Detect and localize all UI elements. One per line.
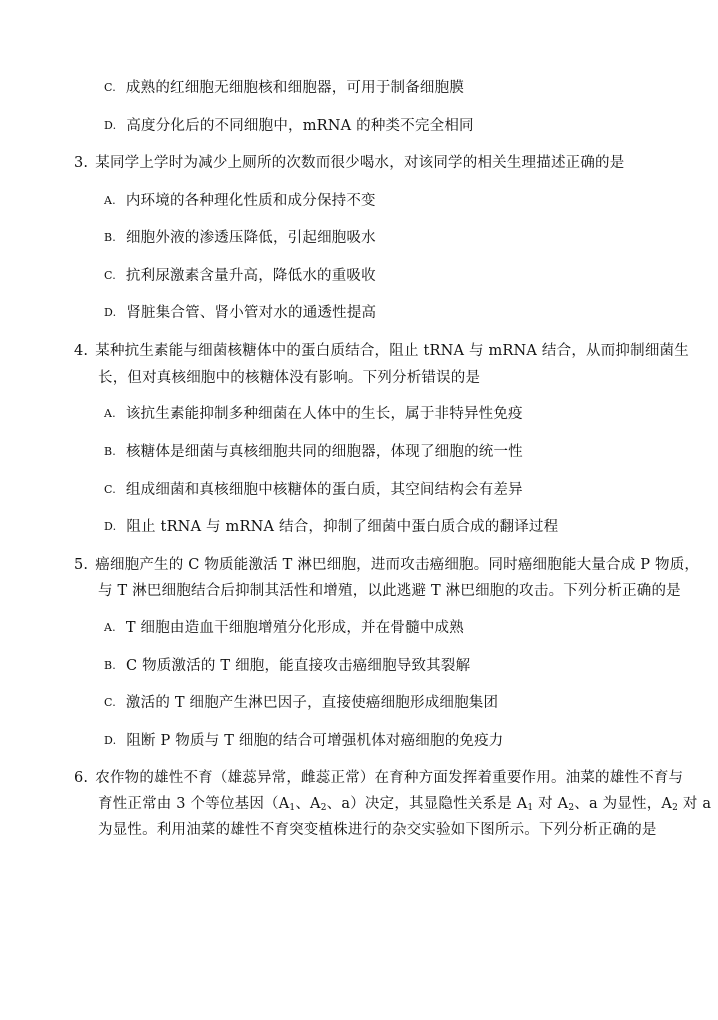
q3-option-d (104, 303, 376, 323)
q3-option-a (104, 191, 376, 211)
option-label: C. (104, 696, 116, 709)
option-label: B. (104, 231, 116, 244)
question-text: 长，但对真核细胞中的核糖体没有影响。下列分析错误的是 (98, 370, 481, 386)
question-text: 为显性。利用油菜的雄性不育突变植株进行的杂交实验如下图所示。下列分析正确的是 (98, 822, 657, 838)
option-label: A. (104, 621, 116, 634)
option-label: C. (104, 483, 116, 496)
q5-option-b (104, 656, 470, 676)
q5-stem-line-1 (74, 555, 699, 575)
q6-stem-line-1 (74, 768, 683, 788)
q4-option-c (104, 480, 523, 500)
q5-stem-line-2 (98, 581, 681, 601)
question-number: 5. (74, 557, 89, 573)
option-label: C. (104, 269, 116, 282)
question-number: 3. (74, 155, 89, 171)
question-number: 4. (74, 343, 89, 359)
q5-option-c (104, 693, 498, 713)
q5-option-d (104, 731, 504, 751)
option-text: 成熟的红细胞无细胞核和细胞器，可用于制备细胞膜 (125, 80, 465, 96)
text-segment: 对 A (533, 796, 569, 812)
question-number: 6. (74, 770, 89, 786)
subscript: 2 (672, 803, 679, 813)
option-label: C. (104, 81, 116, 94)
subscript: 1 (289, 803, 296, 813)
option-label: D. (104, 119, 117, 132)
q4-option-b (104, 442, 523, 462)
question-text: 某种抗生素能与细菌核糖体中的蛋白质结合，阻止 tRNA 与 mRNA 结合，从而抑制细菌生 (95, 343, 689, 359)
q4-stem-line-1 (74, 341, 689, 361)
question-text: 农作物的雄性不育（雄蕊异常，雌蕊正常）在育种方面发挥着重要作用。油菜的雄性不育与 (95, 770, 684, 786)
option-text: 细胞外液的渗透压降低，引起细胞吸水 (125, 230, 376, 246)
option-label: D. (104, 734, 117, 747)
option-label: A. (104, 194, 116, 207)
q6-stem-line-2 (98, 794, 711, 818)
option-text: 该抗生素能抑制多种细菌在人体中的生长，属于非特异性免疫 (125, 406, 523, 422)
q6-stem-line-3 (98, 820, 657, 840)
q4-stem-line-2 (98, 368, 480, 388)
option-text: 内环境的各种理化性质和成分保持不变 (125, 193, 376, 209)
option-text: 抗利尿激素含量升高，降低水的重吸收 (125, 268, 376, 284)
text-segment: 、A (295, 796, 321, 812)
text-segment: 育性正常由 3 个等位基因（A (98, 796, 290, 812)
q5-option-a (104, 618, 464, 638)
option-label: A. (104, 407, 116, 420)
question-text: 某同学上学时为减少上厕所的次数而很少喝水，对该同学的相关生理描述正确的是 (95, 155, 625, 171)
option-text: 阻止 tRNA 与 mRNA 结合，抑制了细菌中蛋白质合成的翻译过程 (126, 519, 559, 535)
option-label: D. (104, 520, 117, 533)
subscript: 2 (568, 803, 575, 813)
q3-option-b (104, 228, 376, 248)
subscript: 2 (320, 803, 327, 813)
option-text: T 细胞由造血干细胞增殖分化形成，并在骨髓中成熟 (125, 620, 464, 636)
option-text: 组成细菌和真核细胞中核糖体的蛋白质，其空间结构会有差异 (125, 482, 523, 498)
option-label: B. (104, 445, 116, 458)
option-text: 阻断 P 物质与 T 细胞的结合可增强机体对癌细胞的免疫力 (126, 733, 504, 749)
option-text: 核糖体是细菌与真核细胞共同的细胞器，体现了细胞的统一性 (125, 444, 523, 460)
option-text: 高度分化后的不同细胞中，mRNA 的种类不完全相同 (126, 118, 474, 134)
option-text: C 物质激活的 T 细胞，能直接攻击癌细胞导致其裂解 (125, 658, 471, 674)
subscript: 1 (527, 803, 534, 813)
q2-option-d (104, 116, 474, 136)
option-label: B. (104, 659, 116, 672)
q3-option-c (104, 266, 376, 286)
question-text: 癌细胞产生的 C 物质能激活 T 淋巴细胞，进而攻击癌细胞。同时癌细胞能大量合成 P 物质， (95, 557, 700, 573)
q3-stem (74, 153, 624, 173)
question-text: 与 T 淋巴细胞结合后抑制其活性和增殖，以此逃避 T 淋巴细胞的攻击。下列分析正确的是 (98, 583, 681, 599)
q4-option-a (104, 404, 523, 424)
option-text: 肾脏集合管、肾小管对水的通透性提高 (126, 305, 377, 321)
q4-option-d (104, 517, 558, 537)
text-segment: 对 a (678, 796, 712, 812)
text-segment: 、a）决定，其显隐性关系是 A (326, 796, 528, 812)
text-segment: 、a 为显性，A (574, 796, 673, 812)
q2-option-c (104, 78, 464, 98)
option-text: 激活的 T 细胞产生淋巴因子，直接使癌细胞形成细胞集团 (125, 695, 499, 711)
option-label: D. (104, 306, 117, 319)
